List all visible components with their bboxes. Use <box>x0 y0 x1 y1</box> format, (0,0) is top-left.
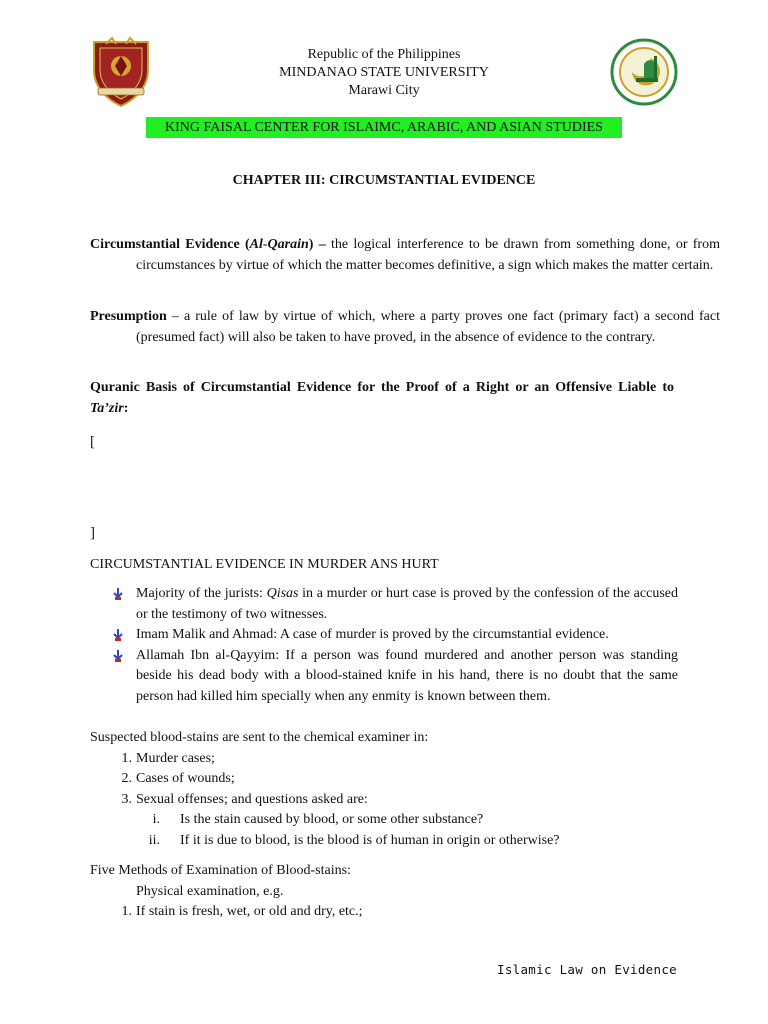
definition-circumstantial-evidence <box>90 235 720 276</box>
heading-colon: : <box>123 400 129 416</box>
center-name-banner: KING FAISAL CENTER FOR ISLAIMC, ARABIC, AND ASIAN STUDIES <box>146 117 622 138</box>
header-block <box>200 46 568 100</box>
item-text: If it is due to blood, is the blood is of human in origin or otherwise? <box>180 832 560 848</box>
term-qisas: Qisas <box>266 586 299 601</box>
term-al-qarain: Al-Qarain <box>249 237 309 252</box>
item-text: If stain is fresh, wet, or old and dry, etc.; <box>136 904 363 919</box>
bullet-text-post: in a murder or hurt case is proved by the confession of the accused or the testimony of two witnesses. <box>136 586 678 622</box>
page-footer: Islamic Law on Evidence <box>497 962 677 977</box>
arrow-bullet-icon <box>112 587 124 601</box>
list-item <box>112 646 678 708</box>
list-item <box>112 584 678 625</box>
blood-stains-section <box>90 728 674 851</box>
sub-list-item <box>90 831 674 852</box>
methods-subtitle: Physical examination, e.g. <box>136 883 284 899</box>
header-line-university: MINDANAO STATE UNIVERSITY <box>279 65 489 80</box>
term-circumstantial-evidence: Circumstantial Evidence ( <box>90 237 250 252</box>
list-item <box>90 902 674 923</box>
list-item <box>112 625 678 646</box>
arrow-bullet-icon <box>112 628 124 642</box>
item-number: i. <box>152 812 160 827</box>
bullet-text: Allamah Ibn al-Qayyim: If a person was found murdered and another person was standing beside his dead body with a blood-stained knife in his hand, there is no doubt that the same person had killed him specially when any enmity is known between them. <box>136 647 678 704</box>
methods-title: Five Methods of Examination of Blood-stains: <box>90 863 351 878</box>
term-close: ) – <box>308 237 331 252</box>
definition-text: – a rule of law by virtue of which, where a party proves one fact (primary fact) a second fact (presumed fact) will also be taken to have proved, in the absence of evidence to the contrary. <box>136 309 720 345</box>
item-number: 3. <box>121 791 132 807</box>
list-item <box>90 769 674 790</box>
heading-text: Quranic Basis of Circumstantial Evidence for the Proof of a Right or an Offensive Liable to <box>90 380 674 395</box>
item-number: 1. <box>121 904 132 919</box>
blood-intro: Suspected blood-stains are sent to the chemical examiner in: <box>90 730 429 745</box>
methods-section <box>90 861 674 923</box>
definition-text: the logical interference to be drawn from something done, or from circumstances by virtue of which the matter becomes definitive, a sign which makes the matter certain. <box>136 237 720 273</box>
close-bracket: ] <box>90 525 95 541</box>
item-text: Murder cases; <box>136 750 215 766</box>
king-faisal-center-seal-icon <box>610 38 678 106</box>
item-number: ii. <box>148 832 160 848</box>
chapter-title: CHAPTER III: CIRCUMSTANTIAL EVIDENCE <box>232 173 536 188</box>
list-item <box>90 749 674 770</box>
msu-seal-icon <box>88 36 154 108</box>
quranic-basis-heading <box>90 378 674 419</box>
term-tazir: Ta’zir <box>90 400 124 416</box>
item-text: Cases of wounds; <box>136 771 235 786</box>
murder-bullet-list <box>112 584 678 707</box>
item-number: 2. <box>121 771 132 786</box>
sub-list-item <box>90 810 674 831</box>
header-line-city: Marawi City <box>348 83 420 98</box>
header-line-republic: Republic of the Philippines <box>307 47 461 62</box>
arrow-bullet-icon <box>112 649 124 663</box>
list-item <box>90 790 674 811</box>
open-bracket: [ <box>90 434 95 450</box>
definition-presumption <box>90 307 720 348</box>
bullet-text-pre: Majority of the jurists: <box>136 586 267 601</box>
item-text: Is the stain caused by blood, or some other substance? <box>180 812 484 827</box>
item-number: 1. <box>121 750 132 766</box>
item-text: Sexual offenses; and questions asked are: <box>136 791 368 807</box>
bullet-text: Imam Malik and Ahmad: A case of murder is proved by the circumstantial evidence. <box>136 627 609 642</box>
term-presumption: Presumption <box>90 309 167 324</box>
murder-section-title: CIRCUMSTANTIAL EVIDENCE IN MURDER ANS HURT <box>90 557 439 572</box>
